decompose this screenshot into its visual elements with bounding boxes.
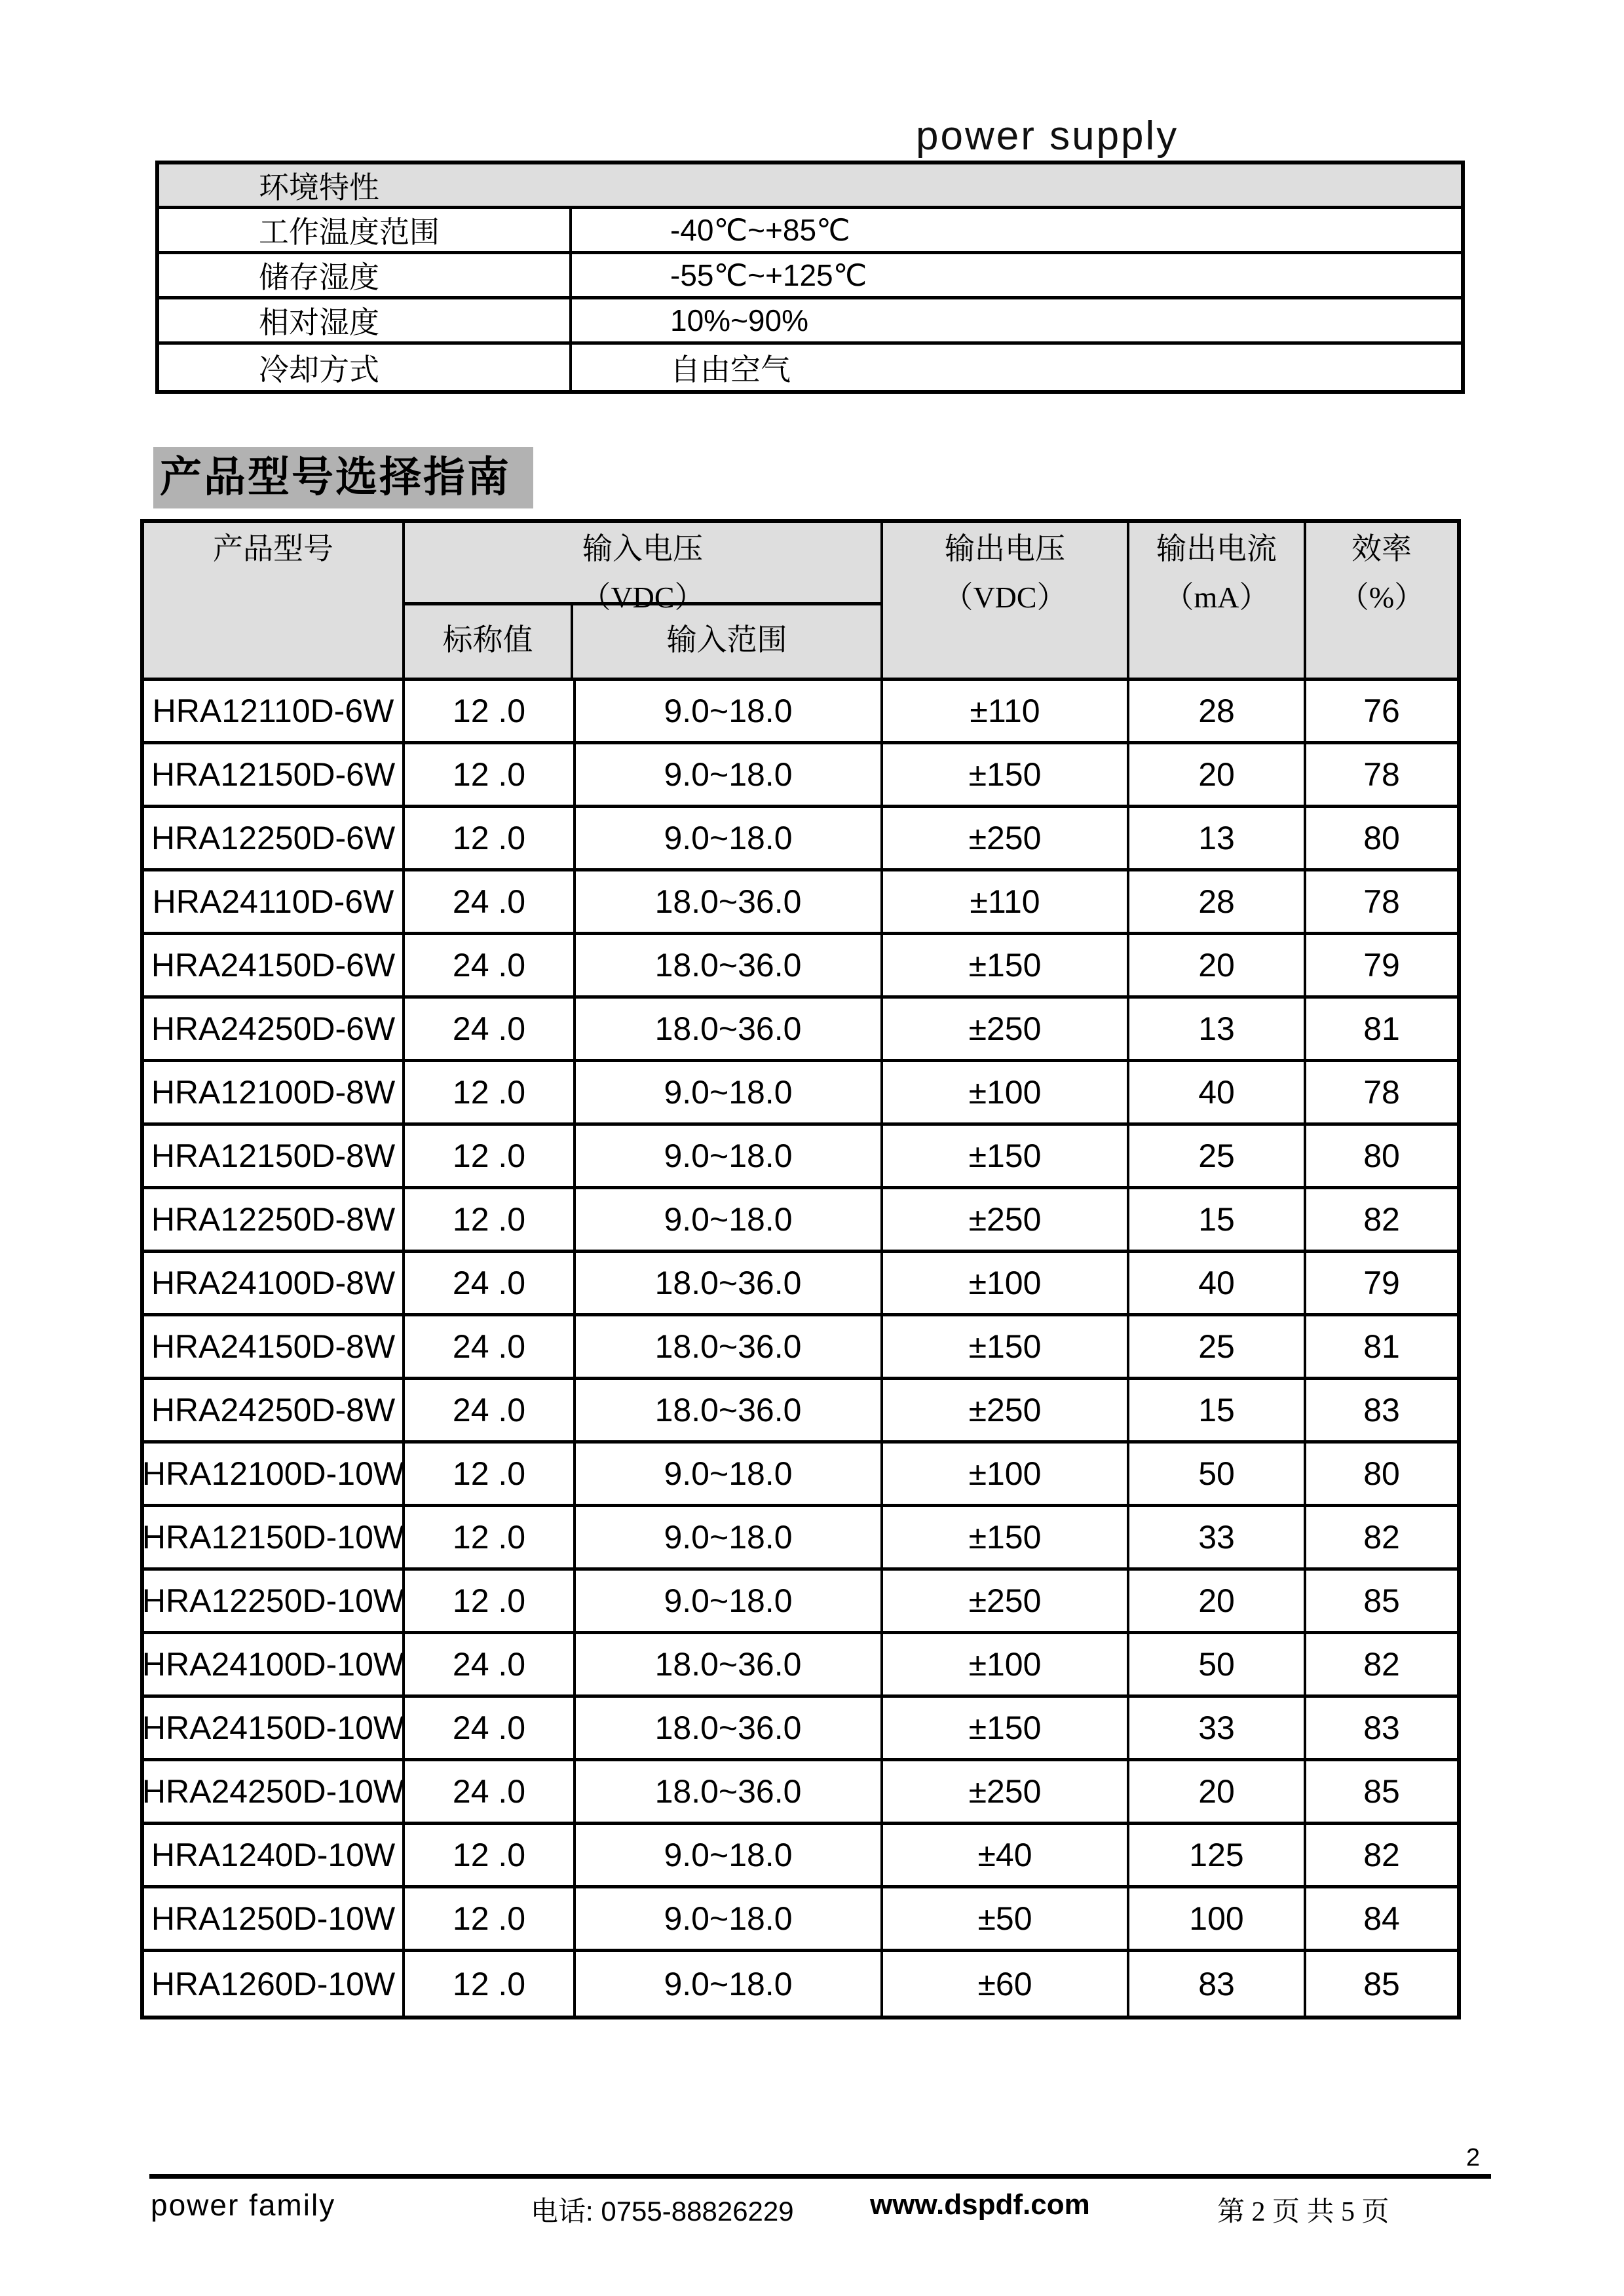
cell-model-number: HRA24110D-6W (144, 871, 405, 932)
column-header-input-voltage-group (405, 523, 883, 678)
cell-output-current: 15 (1129, 1380, 1306, 1440)
column-header-output-current (1129, 523, 1306, 678)
cell-output-voltage: ±50 (883, 1888, 1129, 1949)
cell-nominal-voltage: 12 .0 (405, 1888, 576, 1949)
cell-output-current: 13 (1129, 999, 1306, 1059)
cell-efficiency: 82 (1363, 1837, 1400, 1873)
cell-nominal-voltage: 24 .0 (405, 1698, 576, 1758)
cell-input-range: 9.0~18.0 (576, 1444, 883, 1504)
model-table-row (144, 1698, 1457, 1761)
model-table-row (144, 1761, 1457, 1825)
cell-output-current: 25 (1129, 1316, 1306, 1377)
cell-output-voltage: ±100 (883, 1253, 1129, 1313)
env-row-value: 10%~90% (670, 303, 808, 337)
cell-nominal-voltage: 24 .0 (405, 1380, 576, 1440)
cell-model-number: HRA24150D-8W (144, 1316, 405, 1377)
cell-input-range: 9.0~18.0 (576, 1571, 883, 1631)
cell-model-number: HRA12250D-6W (144, 808, 405, 868)
cell-efficiency: 81 (1363, 1328, 1400, 1365)
cell-input-range: 18.0~36.0 (576, 935, 883, 995)
cell-output-voltage: ±150 (883, 1316, 1129, 1377)
cell-efficiency: 79 (1363, 947, 1400, 984)
footer-phone: 电话: 0755-88826229 (531, 2196, 794, 2227)
model-table-row (144, 1825, 1457, 1888)
footer-rule (149, 2174, 1491, 2179)
cell-output-current: 20 (1129, 1571, 1306, 1631)
env-row-label: 储存湿度 (159, 254, 572, 296)
cell-output-current: 125 (1129, 1825, 1306, 1885)
cell-output-current: 28 (1129, 681, 1306, 741)
cell-output-voltage: ±150 (883, 935, 1129, 995)
efficiency-label: 效率 (1351, 532, 1412, 565)
model-table-row (144, 1507, 1457, 1571)
environment-table-title: 环境特性 (159, 164, 1461, 209)
env-row-value: -40℃~+85℃ (670, 213, 850, 247)
cell-output-voltage: ±250 (883, 1761, 1129, 1822)
footer-brand: power family (151, 2188, 336, 2222)
cell-efficiency: 85 (1363, 1582, 1400, 1619)
cell-input-range: 9.0~18.0 (576, 1952, 883, 2016)
cell-efficiency: 82 (1363, 1646, 1400, 1683)
cell-nominal-voltage: 24 .0 (405, 999, 576, 1059)
cell-model-number: HRA12150D-10W (144, 1507, 405, 1567)
column-header-input-voltage (405, 523, 880, 614)
model-table-row (144, 1189, 1457, 1253)
input-voltage-unit: （VDC） (580, 581, 705, 614)
cell-input-range: 9.0~18.0 (576, 681, 883, 741)
output-voltage-unit: （VDC） (943, 581, 1067, 614)
cell-output-voltage: ±250 (883, 1571, 1129, 1631)
cell-output-current: 20 (1129, 1761, 1306, 1822)
env-row-value: -55℃~+125℃ (670, 258, 867, 292)
output-current-unit: （mA） (1163, 581, 1270, 614)
cell-output-current: 50 (1129, 1634, 1306, 1694)
cell-nominal-voltage: 24 .0 (405, 871, 576, 932)
column-header-model-label: 产品型号 (213, 532, 333, 565)
column-header-efficiency (1306, 523, 1457, 678)
cell-efficiency: 76 (1363, 693, 1400, 729)
cell-model-number: HRA24100D-10W (144, 1634, 405, 1694)
cell-efficiency: 78 (1363, 883, 1400, 920)
cell-nominal-voltage: 24 .0 (405, 1634, 576, 1694)
output-current-label: 输出电流 (1156, 532, 1277, 565)
footer-pagination: 第 2 页 共 5 页 (1217, 2197, 1389, 2227)
model-table-body (144, 681, 1457, 2016)
model-table-row (144, 1952, 1457, 2016)
cell-nominal-voltage: 24 .0 (405, 1761, 576, 1822)
cell-nominal-voltage: 24 .0 (405, 1253, 576, 1313)
cell-input-range: 18.0~36.0 (576, 1253, 883, 1313)
cell-input-range: 9.0~18.0 (576, 1126, 883, 1186)
model-table-row (144, 935, 1457, 999)
cell-nominal-voltage: 12 .0 (405, 1444, 576, 1504)
cell-output-voltage: ±150 (883, 1126, 1129, 1186)
cell-output-current: 28 (1129, 871, 1306, 932)
environment-table-row (159, 254, 1461, 299)
cell-input-range: 18.0~36.0 (576, 1316, 883, 1377)
cell-input-range: 18.0~36.0 (576, 1761, 883, 1822)
cell-output-voltage: ±150 (883, 1507, 1129, 1567)
cell-model-number: HRA12100D-8W (144, 1062, 405, 1122)
cell-model-number: HRA1240D-10W (144, 1825, 405, 1885)
cell-efficiency: 81 (1363, 1010, 1400, 1047)
cell-model-number: HRA12150D-8W (144, 1126, 405, 1186)
model-table-header (144, 523, 1457, 681)
model-table-row (144, 1126, 1457, 1189)
cell-output-current: 33 (1129, 1698, 1306, 1758)
cell-efficiency: 79 (1363, 1265, 1400, 1301)
environment-table-row (159, 299, 1461, 345)
cell-model-number: HRA24250D-6W (144, 999, 405, 1059)
cell-nominal-voltage: 12 .0 (405, 1189, 576, 1250)
cell-efficiency: 82 (1363, 1201, 1400, 1238)
column-header-nominal: 标称值 (405, 605, 573, 678)
cell-input-range: 18.0~36.0 (576, 1380, 883, 1440)
cell-output-voltage: ±100 (883, 1062, 1129, 1122)
model-table-row (144, 1062, 1457, 1126)
cell-efficiency: 78 (1363, 756, 1400, 793)
cell-output-current: 40 (1129, 1253, 1306, 1313)
environment-table-body (159, 209, 1461, 390)
model-table-row (144, 1571, 1457, 1634)
cell-output-current: 50 (1129, 1444, 1306, 1504)
cell-output-voltage: ±250 (883, 808, 1129, 868)
cell-output-current: 83 (1129, 1952, 1306, 2016)
page-number: 2 (1466, 2144, 1481, 2172)
cell-model-number: HRA12250D-8W (144, 1189, 405, 1250)
cell-nominal-voltage: 12 .0 (405, 1062, 576, 1122)
model-table-row (144, 1316, 1457, 1380)
cell-input-range: 18.0~36.0 (576, 1698, 883, 1758)
cell-efficiency: 83 (1363, 1710, 1400, 1746)
column-header-model (144, 523, 405, 678)
cell-model-number: HRA12150D-6W (144, 744, 405, 805)
env-row-label: 相对湿度 (159, 299, 572, 341)
cell-nominal-voltage: 12 .0 (405, 1825, 576, 1885)
cell-efficiency: 85 (1363, 1965, 1400, 2002)
cell-efficiency: 78 (1363, 1074, 1400, 1111)
column-header-output-voltage (883, 523, 1129, 678)
cell-model-number: HRA12100D-10W (144, 1444, 405, 1504)
environment-table (155, 161, 1465, 394)
column-header-input-range: 输入范围 (666, 623, 787, 657)
cell-efficiency: 85 (1363, 1773, 1400, 1810)
cell-efficiency: 80 (1363, 1138, 1400, 1174)
environment-table-row (159, 209, 1461, 254)
cell-output-current: 100 (1129, 1888, 1306, 1949)
cell-model-number: HRA24250D-8W (144, 1380, 405, 1440)
cell-input-range: 9.0~18.0 (576, 1507, 883, 1567)
cell-model-number: HRA24250D-10W (144, 1761, 405, 1822)
cell-efficiency: 83 (1363, 1392, 1400, 1428)
cell-model-number: HRA1260D-10W (144, 1952, 405, 2016)
output-voltage-label: 输出电压 (945, 532, 1065, 565)
cell-nominal-voltage: 12 .0 (405, 808, 576, 868)
cell-output-voltage: ±60 (883, 1952, 1129, 2016)
cell-input-range: 9.0~18.0 (576, 1189, 883, 1250)
cell-model-number: HRA12110D-6W (144, 681, 405, 741)
cell-model-number: HRA24150D-10W (144, 1698, 405, 1758)
footer-website: www.dspdf.com (870, 2189, 1090, 2221)
cell-model-number: HRA24100D-8W (144, 1253, 405, 1313)
cell-output-voltage: ±110 (883, 681, 1129, 741)
cell-model-number: HRA1250D-10W (144, 1888, 405, 1949)
model-table-row (144, 681, 1457, 744)
cell-nominal-voltage: 12 .0 (405, 1126, 576, 1186)
cell-input-range: 9.0~18.0 (576, 1825, 883, 1885)
cell-output-current: 40 (1129, 1062, 1306, 1122)
cell-output-current: 20 (1129, 744, 1306, 805)
cell-model-number: HRA12250D-10W (144, 1571, 405, 1631)
model-table-row (144, 808, 1457, 871)
cell-model-number: HRA24150D-6W (144, 935, 405, 995)
input-voltage-subheaders (405, 605, 880, 678)
cell-input-range: 9.0~18.0 (576, 1062, 883, 1122)
cell-output-current: 13 (1129, 808, 1306, 868)
cell-output-voltage: ±250 (883, 1189, 1129, 1250)
model-table-row (144, 1380, 1457, 1444)
cell-output-current: 25 (1129, 1126, 1306, 1186)
cell-output-voltage: ±100 (883, 1634, 1129, 1694)
model-table-row (144, 871, 1457, 935)
input-voltage-label: 输入电压 (582, 532, 703, 565)
model-table-row (144, 1444, 1457, 1507)
model-table-row (144, 744, 1457, 808)
cell-output-voltage: ±40 (883, 1825, 1129, 1885)
env-row-label: 工作温度范围 (159, 209, 572, 251)
model-table-row (144, 1634, 1457, 1698)
cell-input-range: 18.0~36.0 (576, 871, 883, 932)
cell-output-voltage: ±250 (883, 1380, 1129, 1440)
page-header-title: power supply (916, 113, 1179, 159)
cell-input-range: 18.0~36.0 (576, 999, 883, 1059)
cell-nominal-voltage: 12 .0 (405, 1507, 576, 1567)
model-table-row (144, 1253, 1457, 1316)
env-row-label: 冷却方式 (159, 345, 572, 390)
cell-nominal-voltage: 24 .0 (405, 1316, 576, 1377)
cell-nominal-voltage: 12 .0 (405, 1952, 576, 2016)
cell-efficiency: 80 (1363, 1455, 1400, 1492)
cell-nominal-voltage: 12 .0 (405, 1571, 576, 1631)
cell-input-range: 18.0~36.0 (576, 1634, 883, 1694)
cell-output-voltage: ±110 (883, 871, 1129, 932)
model-table-row (144, 999, 1457, 1062)
cell-efficiency: 82 (1363, 1519, 1400, 1556)
cell-output-current: 20 (1129, 935, 1306, 995)
cell-nominal-voltage: 24 .0 (405, 935, 576, 995)
cell-output-voltage: ±100 (883, 1444, 1129, 1504)
cell-input-range: 9.0~18.0 (576, 808, 883, 868)
cell-output-current: 33 (1129, 1507, 1306, 1567)
section-title: 产品型号选择指南 (153, 447, 533, 508)
cell-input-range: 9.0~18.0 (576, 744, 883, 805)
model-table-row (144, 1888, 1457, 1952)
cell-output-current: 15 (1129, 1189, 1306, 1250)
cell-efficiency: 84 (1363, 1900, 1400, 1937)
environment-table-row (159, 345, 1461, 390)
cell-input-range: 9.0~18.0 (576, 1888, 883, 1949)
env-row-value: 自由空气 (670, 352, 791, 387)
cell-efficiency: 80 (1363, 820, 1400, 856)
cell-output-voltage: ±250 (883, 999, 1129, 1059)
cell-nominal-voltage: 12 .0 (405, 681, 576, 741)
efficiency-unit: （%） (1338, 581, 1425, 614)
cell-output-voltage: ±150 (883, 1698, 1129, 1758)
cell-nominal-voltage: 12 .0 (405, 744, 576, 805)
cell-output-voltage: ±150 (883, 744, 1129, 805)
model-selection-table (140, 519, 1461, 2019)
